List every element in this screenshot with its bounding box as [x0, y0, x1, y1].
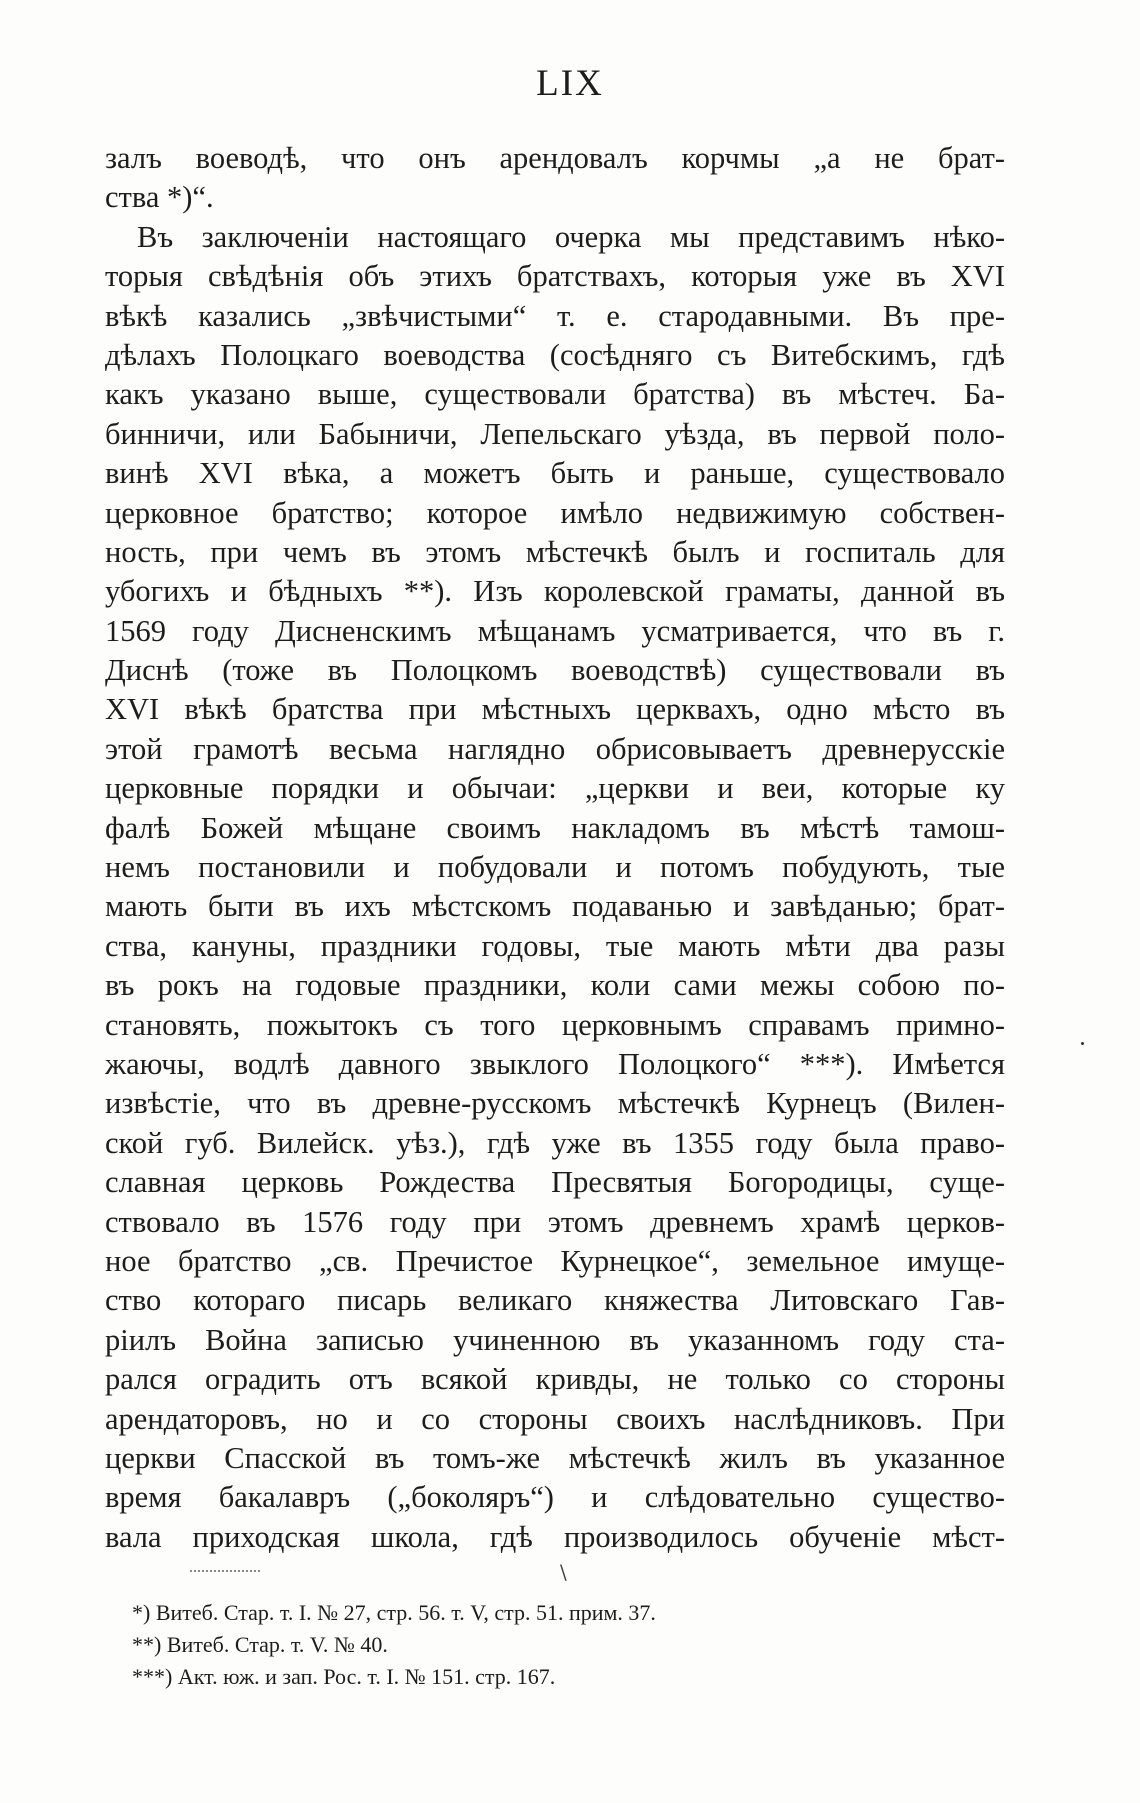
text-line: рiилъ Война записью учиненною въ указанномъ году ста- — [105, 1322, 1005, 1357]
text-line: Диснѣ (тоже въ Полоцкомъ воеводствѣ) существовали въ — [105, 653, 1005, 688]
text-line: ской губ. Вилейск. уѣз.), гдѣ уже въ 1355 году была право- — [105, 1125, 1005, 1160]
text-line: этой грамотѣ весьма наглядно обрисовываетъ древнерусскiе — [105, 731, 1005, 766]
text-line: церкви Спасской въ томъ-же мѣстечкѣ жилъ въ указанное — [105, 1440, 1005, 1475]
text-line: 1569 году Дисненскимъ мѣщанамъ усматривается, что въ г. — [105, 613, 1005, 648]
text-line: вѣкѣ казались „звѣчистыми“ т. е. стародавными. Въ пре- — [105, 298, 1005, 333]
text-line: фалѣ Божей мѣщане своимъ накладомъ въ мѣстѣ тамош- — [105, 810, 1005, 845]
footnote: ***) Акт. юж. и зап. Рос. т. I. № 151. стр. 167. — [132, 1664, 556, 1689]
text-line: бинничи, или Бабыничи, Лепельскаго уѣзда, въ первой поло- — [105, 416, 1005, 451]
text-line: время бакалавръ („боколяръ“) и слѣдовательно существо- — [105, 1480, 1005, 1515]
footnote: *) Витеб. Стар. т. I. № 27, стр. 56. т. V, стр. 51. прим. 37. — [132, 1600, 656, 1625]
text-line: въ рокъ на годовые праздники, коли сами межы собою по- — [105, 968, 1005, 1003]
scan-mark: \ — [560, 1560, 567, 1584]
text-line: винѣ XVI вѣка, а можетъ быть и раньше, существовало — [105, 456, 1005, 491]
text-line: ство котораго писарь великаго княжества Литовскаго Гав- — [105, 1283, 1005, 1318]
text-line: церковные порядки и обычаи: „церкви и веи, которые ку — [105, 771, 1005, 806]
text-line: жаючы, водлѣ давного звыклого Полоцкого“ ***). Имѣется — [105, 1046, 1005, 1081]
text-line: какъ указано выше, существовали братства) въ мѣстеч. Ба- — [105, 377, 1005, 412]
text-line: мають быти въ ихъ мѣстскомъ подаванью и завѣданью; брат- — [105, 889, 1005, 924]
text-line: ствовало въ 1576 году при этомъ древнемъ храмѣ церков- — [105, 1204, 1005, 1239]
paragraph-2 — [105, 218, 1005, 1557]
text-line: торыя свѣдѣнiя объ этихъ братствахъ, которыя уже въ XVI — [105, 259, 1005, 294]
text-line: ства *)“. — [105, 180, 214, 215]
text-line: Въ заключенiи настоящаго очерка мы представимъ нѣко- — [137, 219, 1005, 254]
body-text — [105, 139, 1005, 1557]
footnote: **) Витеб. Стар. т. V. № 40. — [132, 1632, 388, 1657]
footnote-separator — [190, 1570, 260, 1572]
text-line: ства, кануны, праздники годовы, тые мають мѣти два разы — [105, 928, 1005, 963]
text-line: славная церковь Рождества Пресвятыя Богородицы, суще- — [105, 1165, 1005, 1200]
scan-speck — [1081, 1042, 1084, 1045]
text-line: дѣлахъ Полоцкаго воеводства (сосѣдняго съ Витебскимъ, гдѣ — [105, 337, 1005, 372]
text-line: XVI вѣкѣ братства при мѣстныхъ церквахъ, одно мѣсто въ — [105, 692, 1005, 727]
text-line: убогихъ и бѣдныхъ **). Изъ королевской граматы, данной въ — [105, 574, 1005, 609]
text-line: рался оградить отъ всякой кривды, не только со стороны — [105, 1362, 1005, 1397]
paragraph-1 — [105, 139, 1005, 218]
text-line: ное братство „св. Пречистое Курнецкое“, земельное имуще- — [105, 1243, 1005, 1278]
text-line: арендаторовъ, но и со стороны своихъ наслѣдниковъ. При — [105, 1401, 1005, 1436]
text-line: вала приходская школа, гдѣ производилось обученiе мѣст- — [105, 1519, 1005, 1554]
text-line: немъ постановили и побудовали и потомъ побудують, тые — [105, 850, 1005, 885]
text-line: залъ воеводѣ, что онъ арендовалъ корчмы „а не брат- — [105, 141, 1005, 175]
page-number: LIX — [536, 63, 604, 104]
text-line: церковное братство; которое имѣло недвижимую собствен- — [105, 495, 1005, 530]
footnotes — [132, 1597, 982, 1693]
text-line: ность, при чемъ въ этомъ мѣстечкѣ былъ и госпиталь для — [105, 534, 1005, 569]
text-line: извѣстiе, что въ древне-русскомъ мѣстечкѣ Курнецъ (Вилен- — [105, 1086, 1005, 1121]
text-line: становять, пожытокъ съ того церковнымъ справамъ примно- — [105, 1007, 1005, 1042]
